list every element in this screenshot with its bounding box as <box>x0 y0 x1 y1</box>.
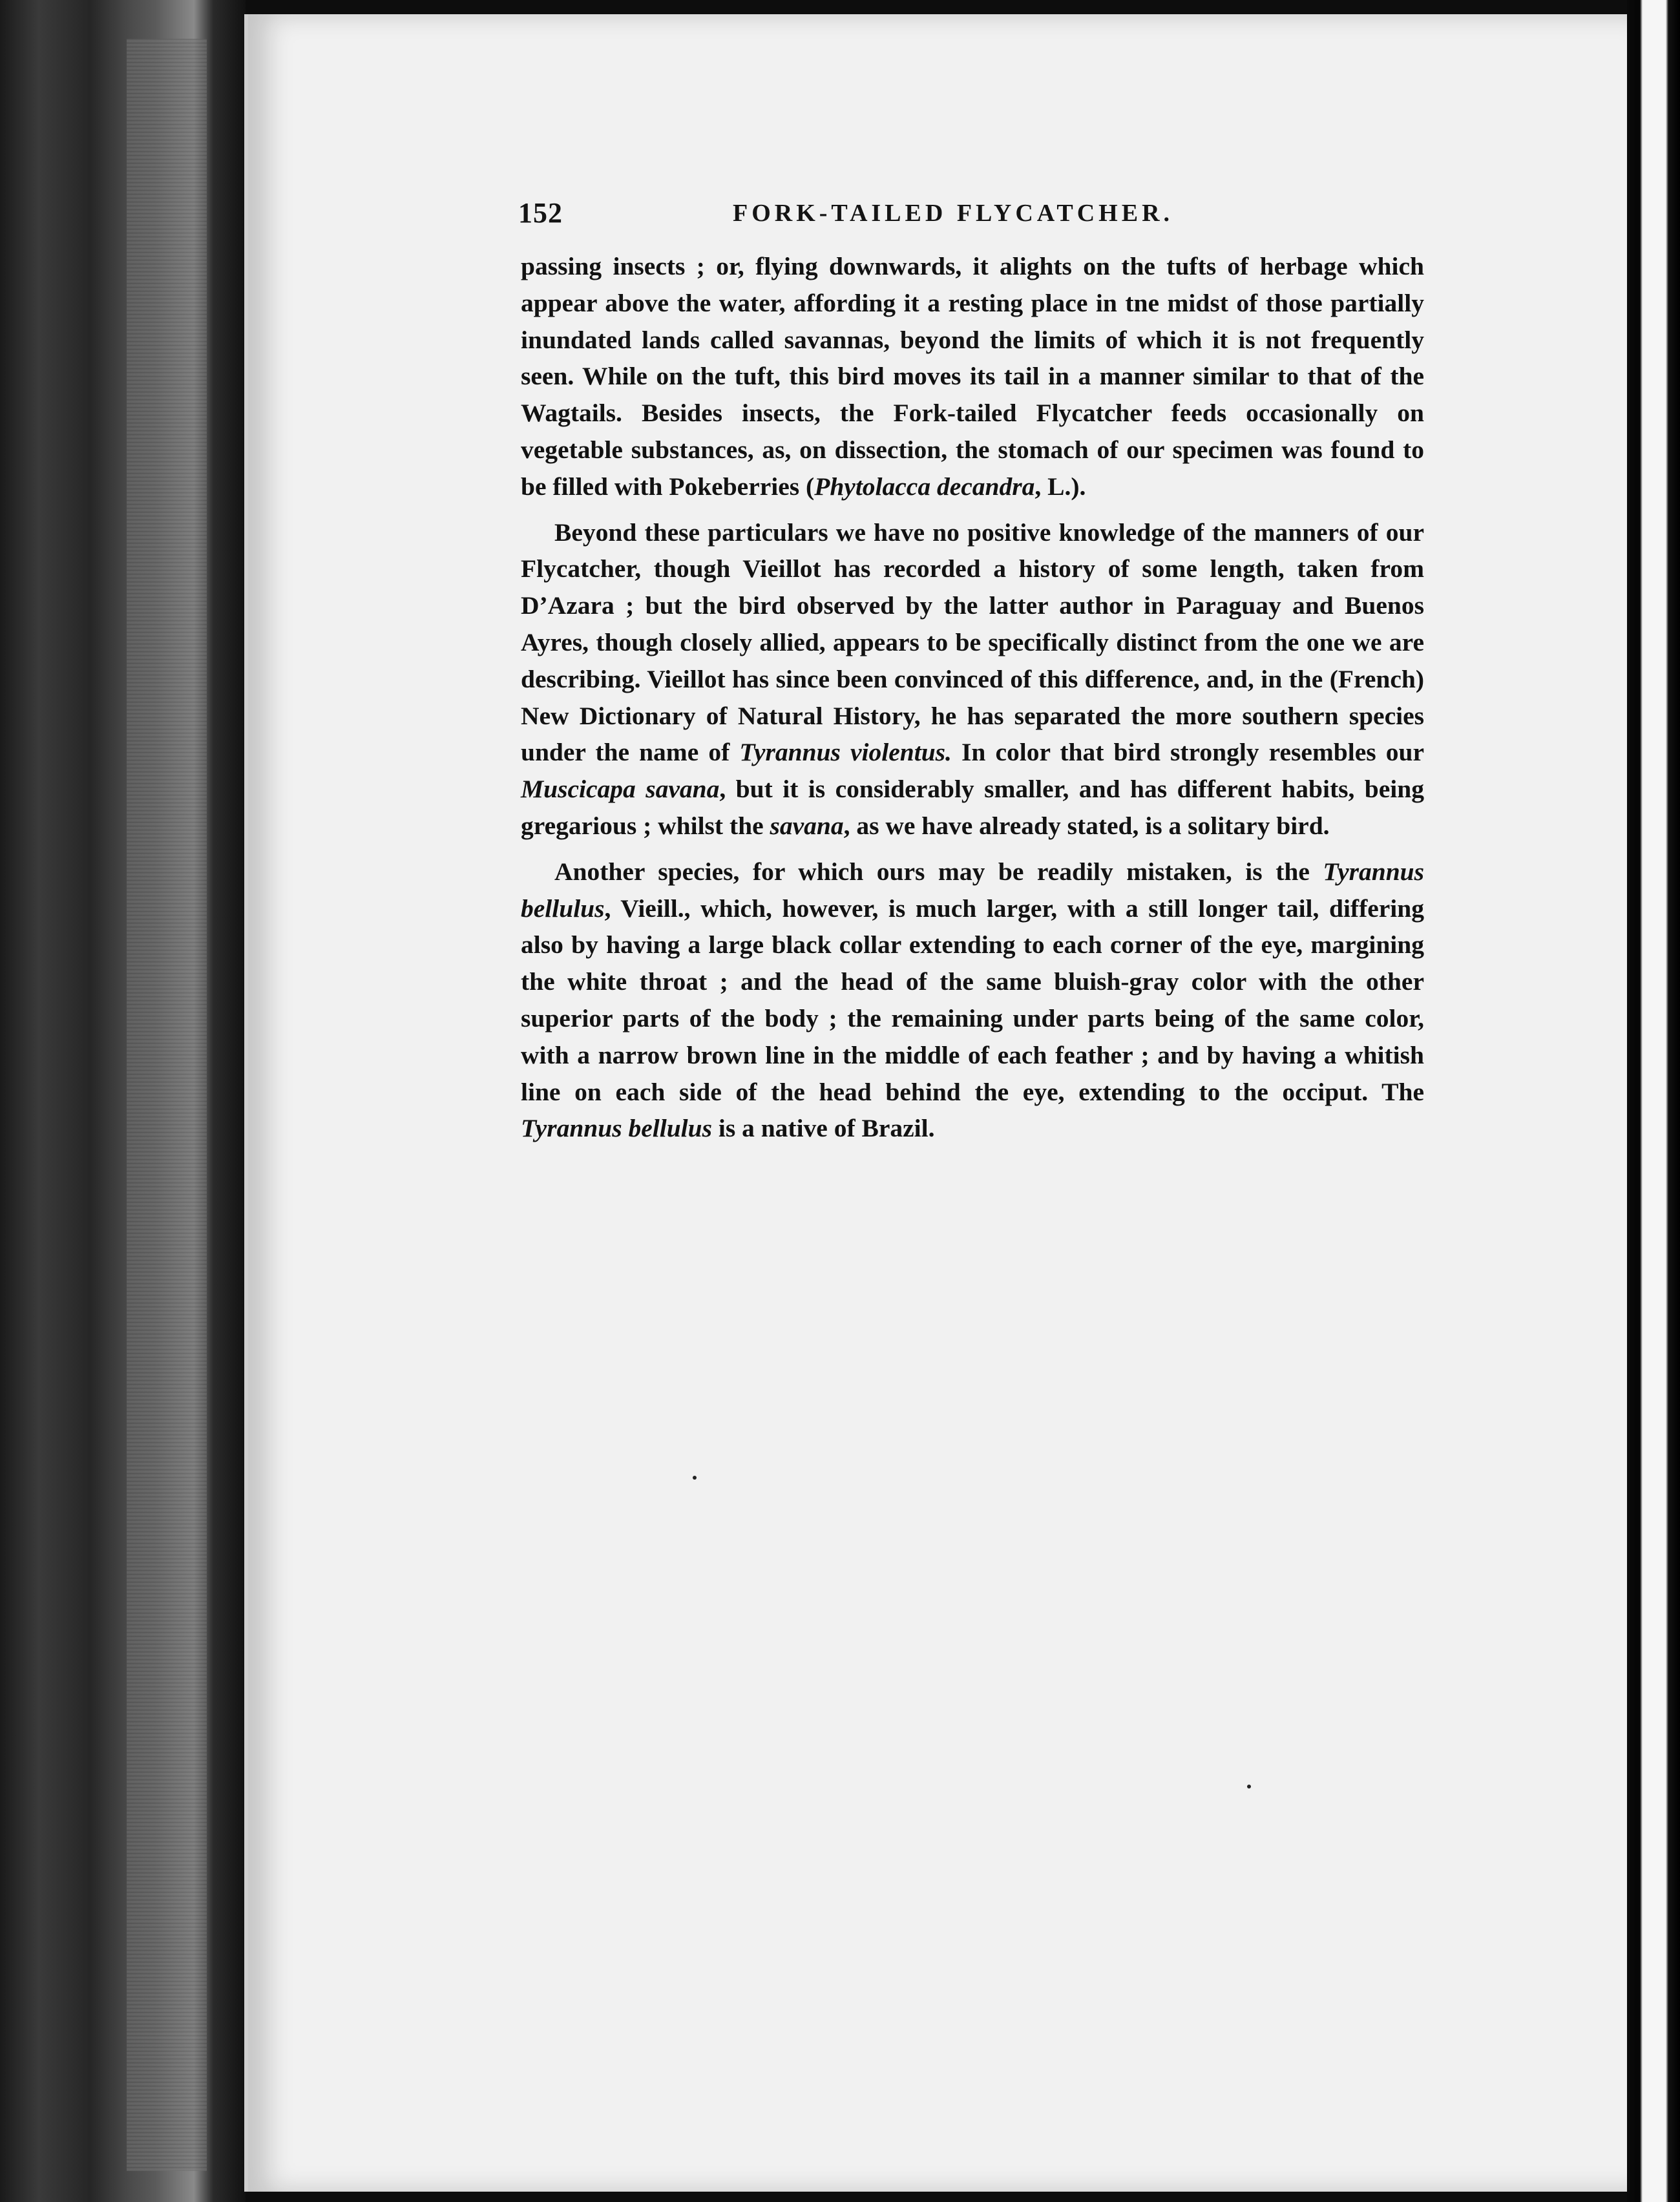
page-number: 152 <box>518 197 563 229</box>
paragraph <box>521 248 1424 505</box>
running-head: FORK-TAILED FLYCATCHER. <box>733 200 1174 227</box>
italic-text: Tyrannus bellulus <box>521 1114 712 1143</box>
paragraph-text: , as we have already stated, is a solitary bird. <box>843 811 1330 840</box>
paragraph-text: , Vieill., which, however, is much larger, with a still longer tail, differing also by having a large black collar extending to each corner of the eye, margining the white throat ; and the head of the same bluish-gray color with the other superior parts of the body ; the remaining under parts being of the same color, with a narrow brown line in the middle of each feather ; and by having a whitish line on each side of the head behind the eye, extending to the occiput. The <box>521 894 1424 1106</box>
italic-text: Tyrannus violentus. <box>739 738 952 767</box>
paragraph <box>521 854 1424 1147</box>
page-edges <box>127 39 207 2171</box>
paragraph-text: Beyond these particulars we have no positive knowledge of the manners of our Flycatcher, though Vieillot has recorded a history of some length, taken from D’Azara ; but the bird observed by the latter author in Paraguay and Buenos Ayres, though closely allied, appears to be specifically distinct from the one we are describing. Vieillot has since been convinced of this difference, and, in the (French) New Dictionary of Natural History, he has separated the more southern species under the name of <box>521 518 1424 767</box>
paragraph-text: In color that bird strongly resembles our <box>951 738 1424 767</box>
scan-speck <box>1247 1785 1251 1788</box>
body-text <box>521 248 1424 1147</box>
italic-text: Muscicapa savana <box>521 775 720 804</box>
paragraph-text: , L.). <box>1034 472 1086 501</box>
italic-text: savana <box>770 811 844 840</box>
paragraph-text: passing insects ; or, flying downwards, it alights on the tufts of herbage which appear above the water, affording it a resting place in tne midst of those partially inundated lands called savannas, beyond the limits of which it is not frequently seen. While on the tuft, this bird moves its tail in a manner similar to that of the Wagtails. Besides insects, the Fork-tailed Flycatcher feeds occasionally on vegetable substances, as, on dissection, the stomach of our specimen was found to be filled with Pokeberries ( <box>521 252 1424 501</box>
paragraph-text: is a native of Brazil. <box>711 1114 935 1143</box>
paragraph-text: Another species, for which ours may be readily mistaken, is the <box>554 857 1323 886</box>
scan-border-right <box>1627 0 1680 2202</box>
page-header <box>518 196 1211 235</box>
paragraph <box>521 514 1424 844</box>
italic-text: Phytolacca decandra <box>814 472 1035 501</box>
book-spine <box>0 0 246 2202</box>
paragraph-text: , but it is considerably smaller, and has different habits, being gregarious ; whilst the <box>521 775 1424 840</box>
italic-text: Tyrannus bellulus <box>521 857 1424 923</box>
scan-speck <box>693 1476 697 1480</box>
